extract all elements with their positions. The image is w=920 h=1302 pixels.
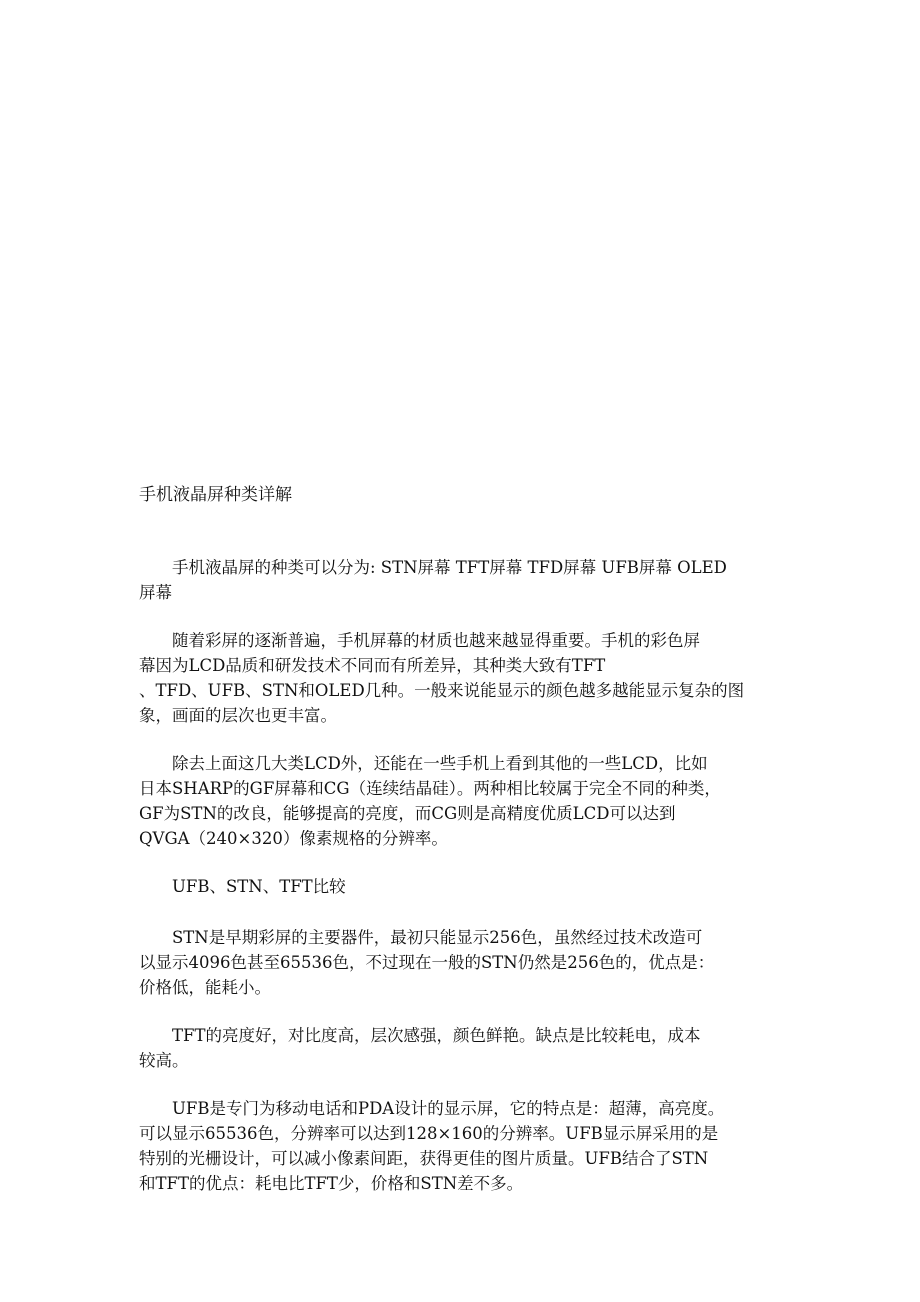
text-line: 幕因为LCD品质和研发技术不同而有所差异，其种类大致有TFT (139, 656, 606, 675)
text-line: 价格低，能耗小。 (139, 978, 271, 997)
text-line: 以显示4096色甚至65536色，不过现在一般的STN仍然是256色的，优点是： (139, 953, 715, 972)
paragraph-tft (139, 1023, 789, 1073)
text-line: GF为STN的改良，能够提高的亮度，而CG则是高精度优质LCD可以达到 (139, 804, 676, 823)
document-title: 手机液晶屏种类详解 (139, 485, 292, 505)
text-line: UFB是专门为移动电话和PDA设计的显示屏，它的特点是：超薄，高亮度。 (172, 1099, 725, 1118)
text-line: 随着彩屏的逐渐普遍，手机屏幕的材质也越来越显得重要。手机的彩色屏 (172, 631, 700, 650)
text-line: 较高。 (139, 1051, 189, 1070)
paragraph-other-lcd-types (139, 751, 789, 851)
paragraph-stn (139, 925, 789, 1000)
text-line: 象，画面的层次也更丰富。 (139, 706, 337, 725)
text-line: QVGA（240×320）像素规格的分辨率。 (139, 829, 448, 848)
document-body (139, 555, 789, 1219)
text-line: TFT的亮度好，对比度高，层次感强，颜色鲜艳。缺点是比较耗电，成本 (172, 1026, 701, 1045)
text-line: UFB、STN、TFT比较 (172, 877, 346, 896)
text-line: 手机液晶屏的种类可以分为: STN屏幕 TFT屏幕 TFD屏幕 UFB屏幕 OLED (172, 558, 727, 577)
text-line: 屏幕 (139, 583, 172, 602)
text-line: 日本SHARP的GF屏幕和CG（连续结晶硅）。两种相比较属于完全不同的种类， (139, 779, 721, 798)
paragraph-ufb (139, 1096, 789, 1196)
text-line: STN是早期彩屏的主要器件，最初只能显示256色，虽然经过技术改造可 (172, 928, 703, 947)
text-line: 、TFD、UFB、STN和OLED几种。一般来说能显示的颜色越多越能显示复杂的图 (139, 681, 745, 700)
text-line: 可以显示65536色，分辨率可以达到128×160的分辨率。UFB显示屏采用的是 (139, 1124, 719, 1143)
text-line: 除去上面这几大类LCD外，还能在一些手机上看到其他的一些LCD，比如 (172, 754, 708, 773)
paragraph-color-screen-intro (139, 628, 789, 728)
paragraph-screen-types (139, 555, 789, 605)
text-line: 特别的光栅设计，可以减小像素间距，获得更佳的图片质量。UFB结合了STN (139, 1149, 709, 1168)
text-line: 和TFT的优点：耗电比TFT少，价格和STN差不多。 (139, 1174, 524, 1193)
section-heading-comparison (139, 874, 789, 899)
